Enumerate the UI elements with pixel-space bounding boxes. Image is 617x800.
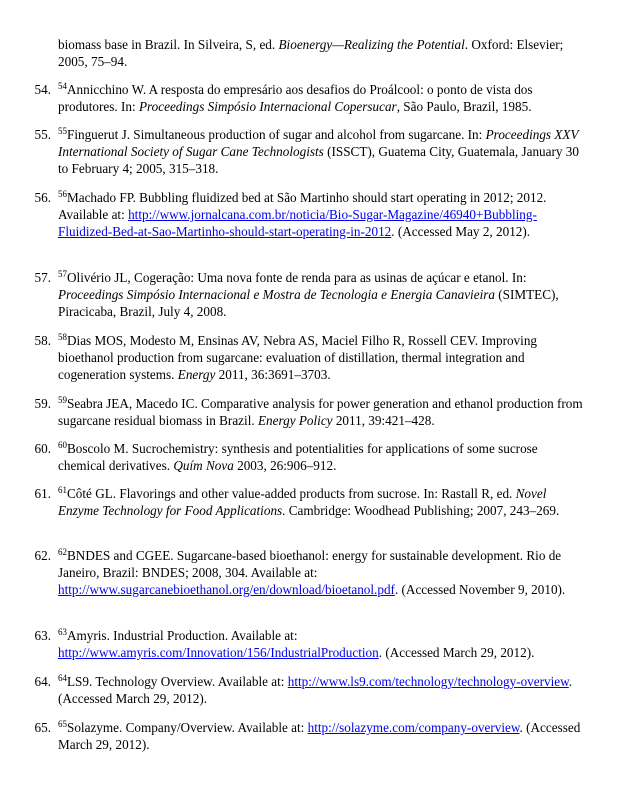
reference-number: 64. (34, 674, 51, 689)
reference-text: Machado FP. Bubbling fluidized bed at São Martinho should start operating in 2012; 2012. Available at: (58, 190, 547, 222)
reference-text: Solazyme. Company/Overview. Available at: (67, 720, 308, 735)
reference-superscript: 61 (58, 485, 67, 495)
reference-number: 55. (34, 127, 51, 142)
reference-source-title: Novel Enzyme Technology for Food Applications (58, 486, 547, 518)
reference-63 (34, 627, 588, 662)
reference-number: 62. (34, 548, 51, 563)
reference-link[interactable]: http://www.sugarcanebioethanol.org/en/download/bioetanol.pdf (58, 581, 395, 597)
reference-60 (34, 440, 588, 475)
reference-source-title: Energy (177, 366, 216, 382)
reference-superscript: 63 (58, 627, 67, 637)
reference-text: Dias MOS, Modesto M, Ensinas AV, Nebra AS, Maciel Filho R, Rossell CEV. Improving bioethanol production from sugarcane: evaluation of distillation, thermal integration and cogeneration systems. (58, 333, 538, 382)
reference-superscript: 54 (58, 81, 67, 91)
reference-number: 65. (34, 720, 51, 735)
reference-superscript: 57 (58, 269, 67, 279)
reference-superscript: 56 (58, 189, 67, 199)
reference-text: 2011, 36:3691–3703. (215, 366, 331, 382)
reference-56 (34, 189, 588, 240)
reference-superscript: 65 (58, 719, 67, 729)
reference-text: Finguerut J. Simultaneous production of sugar and alcohol from sugarcane. In: (67, 127, 486, 142)
reference-superscript: 59 (58, 395, 67, 405)
reference-superscript: 60 (58, 440, 67, 450)
reference-source-title: Quím Nova (173, 457, 234, 473)
reference-58 (34, 332, 588, 383)
reference-text: LS9. Technology Overview. Available at: (67, 674, 288, 689)
reference-text: . Cambridge: Woodhead Publishing; 2007, 243–269. (282, 502, 560, 518)
reference-text: , São Paulo, Brazil, 1985. (396, 98, 532, 114)
reference-link[interactable]: http://www.jornalcana.com.br/noticia/Bio-Sugar-Magazine/46940+Bubbling-Fluidized-Bed-at-Sao-Martinho-should-start-operating-in-2012 (58, 206, 537, 239)
reference-source-title: Proceedings Simpósio Internacional Copersucar (138, 98, 397, 114)
reference-64 (34, 673, 588, 708)
reference-number: 61. (34, 486, 51, 501)
continuation-text-2: . Oxford: Elsevier; 2005, 75–94. (58, 37, 564, 69)
reference-text: Côté GL. Flavorings and other value-added products from sucrose. In: Rastall R, ed. (67, 486, 516, 501)
reference-text: Boscolo M. Sucrochemistry: synthesis and potentialities for applications of some sucrose chemical derivatives. (58, 441, 538, 473)
reference-superscript: 64 (58, 673, 67, 683)
reference-number: 60. (34, 441, 51, 456)
reference-text: . (Accessed May 2, 2012). (391, 223, 531, 239)
reference-65 (34, 719, 588, 754)
reference-source-title: Energy Policy (257, 412, 333, 428)
reference-source-title: Proceedings Simpósio Internacional e Mostra de Tecnologia e Energia Canavieira (58, 286, 495, 302)
reference-59 (34, 395, 588, 430)
reference-54 (34, 81, 588, 116)
reference-superscript: 62 (58, 547, 67, 557)
reference-link[interactable]: http://solazyme.com/company-overview (307, 720, 520, 735)
reference-text: . (Accessed March 29, 2012). (58, 720, 581, 752)
reference-text: (ISSCT), Guatema City, Guatemala, January 30 to February 4; 2005, 315–318. (58, 143, 579, 176)
reference-text: Seabra JEA, Macedo IC. Comparative analysis for power generation and ethanol production from sugarcane residual biomass in Brazil. (58, 396, 583, 428)
reference-61 (34, 485, 588, 520)
reference-continuation (58, 37, 588, 71)
reference-text: Olivério JL, Cogeração: Uma nova fonte de renda para as usinas de açúcar e etanol. In: (67, 270, 527, 285)
reference-link[interactable]: http://www.amyris.com/Innovation/156/IndustrialProduction (58, 644, 379, 660)
continuation-book-title: Bioenergy—Realizing the Potential (278, 37, 465, 52)
reference-text: . (Accessed November 9, 2010). (394, 581, 566, 597)
reference-number: 54. (34, 82, 51, 97)
reference-number: 63. (34, 628, 51, 643)
reference-text: BNDES and CGEE. Sugarcane-based bioethanol: energy for sustainable development. Rio de Janeiro, Brazil: BNDES; 2008, 304. Available at: (58, 548, 562, 580)
reference-link[interactable]: http://www.ls9.com/technology/technology-overview (287, 674, 569, 689)
reference-text: 2003, 26:906–912. (233, 457, 337, 473)
reference-source-title: Proceedings XXV International Society of Sugar Cane Technologists (58, 127, 579, 159)
reference-text: Annicchino W. A resposta do empresário aos desafios do Proálcool: o ponto de vista dos produtores. In: (58, 82, 533, 114)
reference-number: 57. (34, 270, 51, 285)
reference-number: 59. (34, 396, 51, 411)
reference-text: 2011, 39:421–428. (332, 412, 435, 428)
reference-superscript: 55 (58, 126, 67, 136)
reference-55 (34, 126, 588, 177)
reference-number: 56. (34, 190, 51, 205)
continuation-text-1: biomass base in Brazil. In Silveira, S, ed. (58, 37, 279, 52)
reference-62 (34, 547, 588, 598)
reference-superscript: 58 (58, 332, 67, 342)
reference-text: (SIMTEC), Piracicaba, Brazil, July 4, 2008. (58, 286, 559, 319)
reference-text: . (Accessed March 29, 2012). (378, 644, 535, 660)
reference-57 (34, 269, 588, 320)
reference-text: Amyris. Industrial Production. Available at: (67, 628, 298, 643)
reference-number: 58. (34, 333, 51, 348)
reference-text: . (Accessed March 29, 2012). (58, 674, 573, 706)
